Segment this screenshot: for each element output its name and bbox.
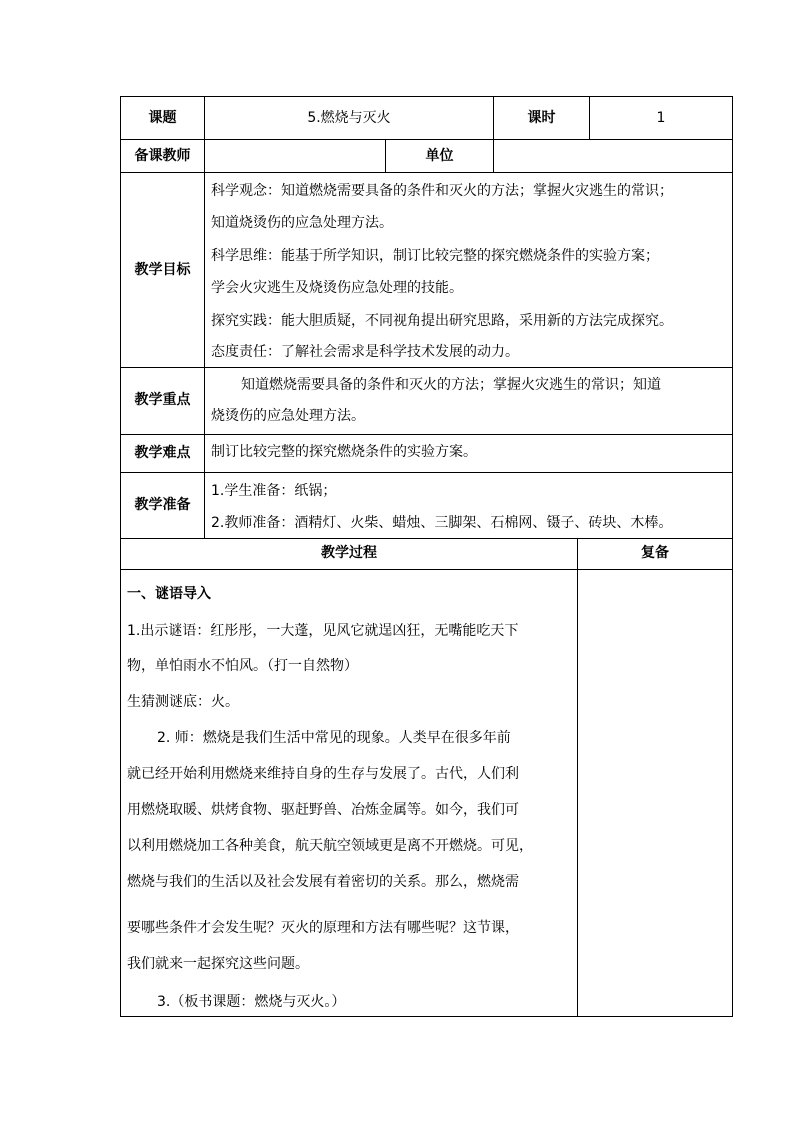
preparation-line: 2.教师准备：酒精灯、火柴、蜡烛、三脚架、石棉网、镊子、砖块、木棒。	[211, 515, 673, 531]
label-difficulty: 教学难点	[134, 445, 191, 461]
table-rule	[732, 96, 733, 1017]
goals-line: 知道烧烫伤的应急处理方法。	[211, 215, 393, 231]
label-goals: 教学目标	[134, 262, 191, 278]
process-line: 用燃烧取暖、烘烤食物、驱赶野兽、冶炼金属等。如今，我们可	[127, 802, 519, 818]
process-header: 教学过程	[321, 545, 377, 561]
key-points-line: 知道燃烧需要具备的条件和灭火的方法；掌握火灾逃生的常识；知道	[241, 377, 661, 393]
label-period: 课时	[527, 110, 556, 126]
process-line: 生猜测谜底：火。	[127, 694, 239, 710]
table-rule	[204, 96, 205, 538]
goals-line: 科学观念：知道燃烧需要具备的条件和灭火的方法；掌握火灾逃生的常识；	[211, 183, 673, 199]
process-line: 3.（板书课题：燃烧与灭火。）	[157, 994, 346, 1010]
difficulty-text: 制订比较完整的探究燃烧条件的实验方案。	[211, 444, 477, 460]
table-rule	[577, 538, 578, 1016]
label-key-points: 教学重点	[134, 392, 191, 408]
preparation-line: 1.学生准备：纸锅；	[211, 483, 337, 499]
process-line: 要哪些条件才会发生呢？灭火的原理和方法有哪些呢？这节课，	[127, 920, 519, 936]
goals-line: 学会火灾逃生及烧烫伤应急处理的技能。	[211, 280, 463, 296]
review-header: 复备	[641, 545, 669, 561]
table-rule	[120, 472, 733, 473]
label-preparation: 教学准备	[134, 497, 191, 513]
process-line: 2. 师：燃烧是我们生活中常见的现象。人类早在很多年前	[157, 730, 511, 746]
table-rule	[120, 434, 733, 435]
process-line: 物，单怕雨水不怕风。（打一自然物）	[127, 658, 358, 674]
process-line: 燃烧与我们的生活以及社会发展有着密切的关系。那么，燃烧需	[127, 874, 519, 890]
lesson-topic: 5.燃烧与灭火	[307, 110, 391, 126]
process-line: 就已经开始利用燃烧来维持自身的生存与发展了。古代，人们利	[127, 766, 519, 782]
goals-line: 科学思维：能基于所学知识，制订比较完整的探究燃烧条件的实验方案；	[211, 248, 659, 264]
process-line: 以利用燃烧加工各种美食，航天航空领域更是离不开燃烧。可见，	[127, 838, 533, 854]
key-points-line: 烧烫伤的应急处理方法。	[211, 408, 365, 424]
process-line: 我们就来一起探究这些问题。	[127, 956, 309, 972]
goals-line: 探究实践：能大胆质疑，不同视角提出研究思路，采用新的方法完成探究。	[211, 313, 673, 329]
table-rule	[120, 569, 733, 570]
table-rule	[120, 96, 733, 97]
label-teacher: 备课教师	[134, 148, 191, 164]
process-line: 1.出示谜语：红彤彤，一大蓬，见风它就逞凶狂，无嘴能吃天下	[127, 623, 519, 639]
label-topic: 课题	[148, 110, 177, 126]
label-unit: 单位	[425, 148, 454, 164]
lesson-period: 1	[656, 110, 666, 126]
section-title: 一、谜语导入	[127, 586, 211, 602]
goals-line: 态度责任：了解社会需求是科学技术发展的动力。	[211, 344, 519, 360]
